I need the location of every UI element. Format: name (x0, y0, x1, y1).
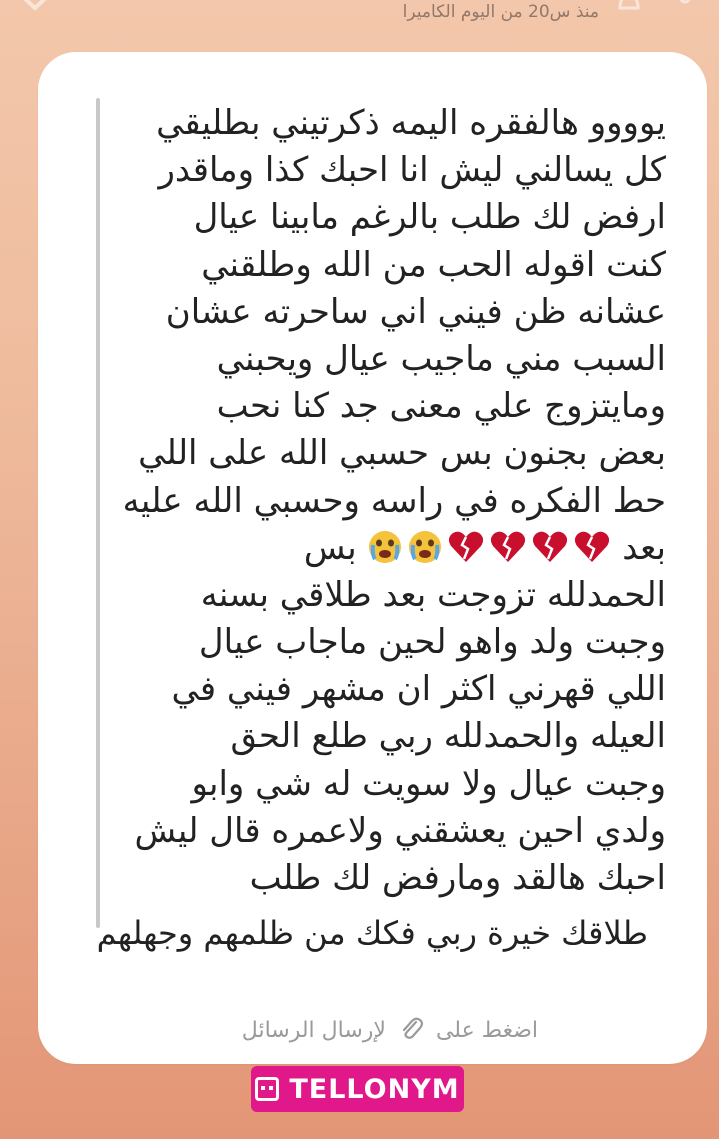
quote-word: بعد (622, 527, 666, 568)
send-prompt-before: اضغط على (435, 1018, 538, 1043)
chevron-down-icon[interactable] (18, 0, 52, 20)
tellonym-badge[interactable] (251, 1066, 464, 1112)
quote-line: ولدي احين يعشقني ولاعمره قال ليش (134, 810, 666, 851)
quote-line: الحمدلله تزوجت بعد طلاقي بسنه (200, 574, 666, 615)
quote-line: العيله والحمدلله ربي طلع الحق (230, 716, 666, 757)
bell-icon[interactable] (614, 0, 644, 20)
quote-bar (96, 98, 100, 928)
paperclip-icon[interactable] (399, 1015, 423, 1047)
quote-word: بس (303, 527, 357, 568)
message-card (38, 52, 707, 1064)
quote-line: وجبت عيال ولا سويت له شي وابو (191, 763, 666, 804)
broken-heart-icon (531, 529, 569, 578)
brand-name: TELLONYM (289, 1073, 460, 1105)
quote-line: احبك هالقد ومارفض لك طلب (249, 858, 666, 898)
broken-heart-icon (447, 529, 485, 578)
send-prompt-after: لإرسال الرسائل (241, 1018, 386, 1043)
quote-line: يوووو هالفقره اليمه ذكرتيني بطليقي (156, 103, 666, 143)
quote-line: كنت اقوله الحب من الله وطلقني (201, 244, 666, 285)
quote-line: حط الفكره في راسه وحسبي الله عليه (122, 480, 666, 521)
quote-line: اللي قهرني اكثر ان مشهر فيني في (171, 669, 666, 710)
tellonym-logo-icon (255, 1077, 279, 1101)
reply-message: طلاقك خيرة ربي فكك من ظلمهم وجهلهم (96, 914, 648, 952)
quoted-message (118, 100, 666, 940)
timestamp: منذ س20 من اليوم الكاميرا (402, 2, 599, 22)
broken-heart-icon (489, 529, 527, 578)
quote-line: ومايتزوج علي معنى جد كنا نحب (216, 386, 666, 427)
quote-line: بعض بجنون بس حسبي الله على اللي (138, 433, 666, 474)
quote-line: ارفض لك طلب بالرغم مابينا عيال (193, 197, 666, 238)
quote-line: وجبت ولد واهو لحين ماجاب عيال (198, 622, 666, 663)
more-icon[interactable] (673, 0, 697, 20)
broken-heart-icon (573, 529, 611, 578)
crying-face-icon (407, 529, 443, 578)
top-bar (0, 0, 719, 44)
quote-line-emoji (118, 525, 666, 572)
crying-face-icon (367, 529, 403, 578)
emoji-row (367, 529, 611, 578)
quote-line: كل يسالني ليش انا احبك كذا وماقدر (158, 150, 666, 191)
send-prompt[interactable] (158, 1015, 538, 1047)
quote-line: عشانه ظن فيني اني ساحرته عشان (165, 291, 666, 332)
quote-line: السبب مني ماجيب عيال ويحبني (216, 338, 666, 379)
